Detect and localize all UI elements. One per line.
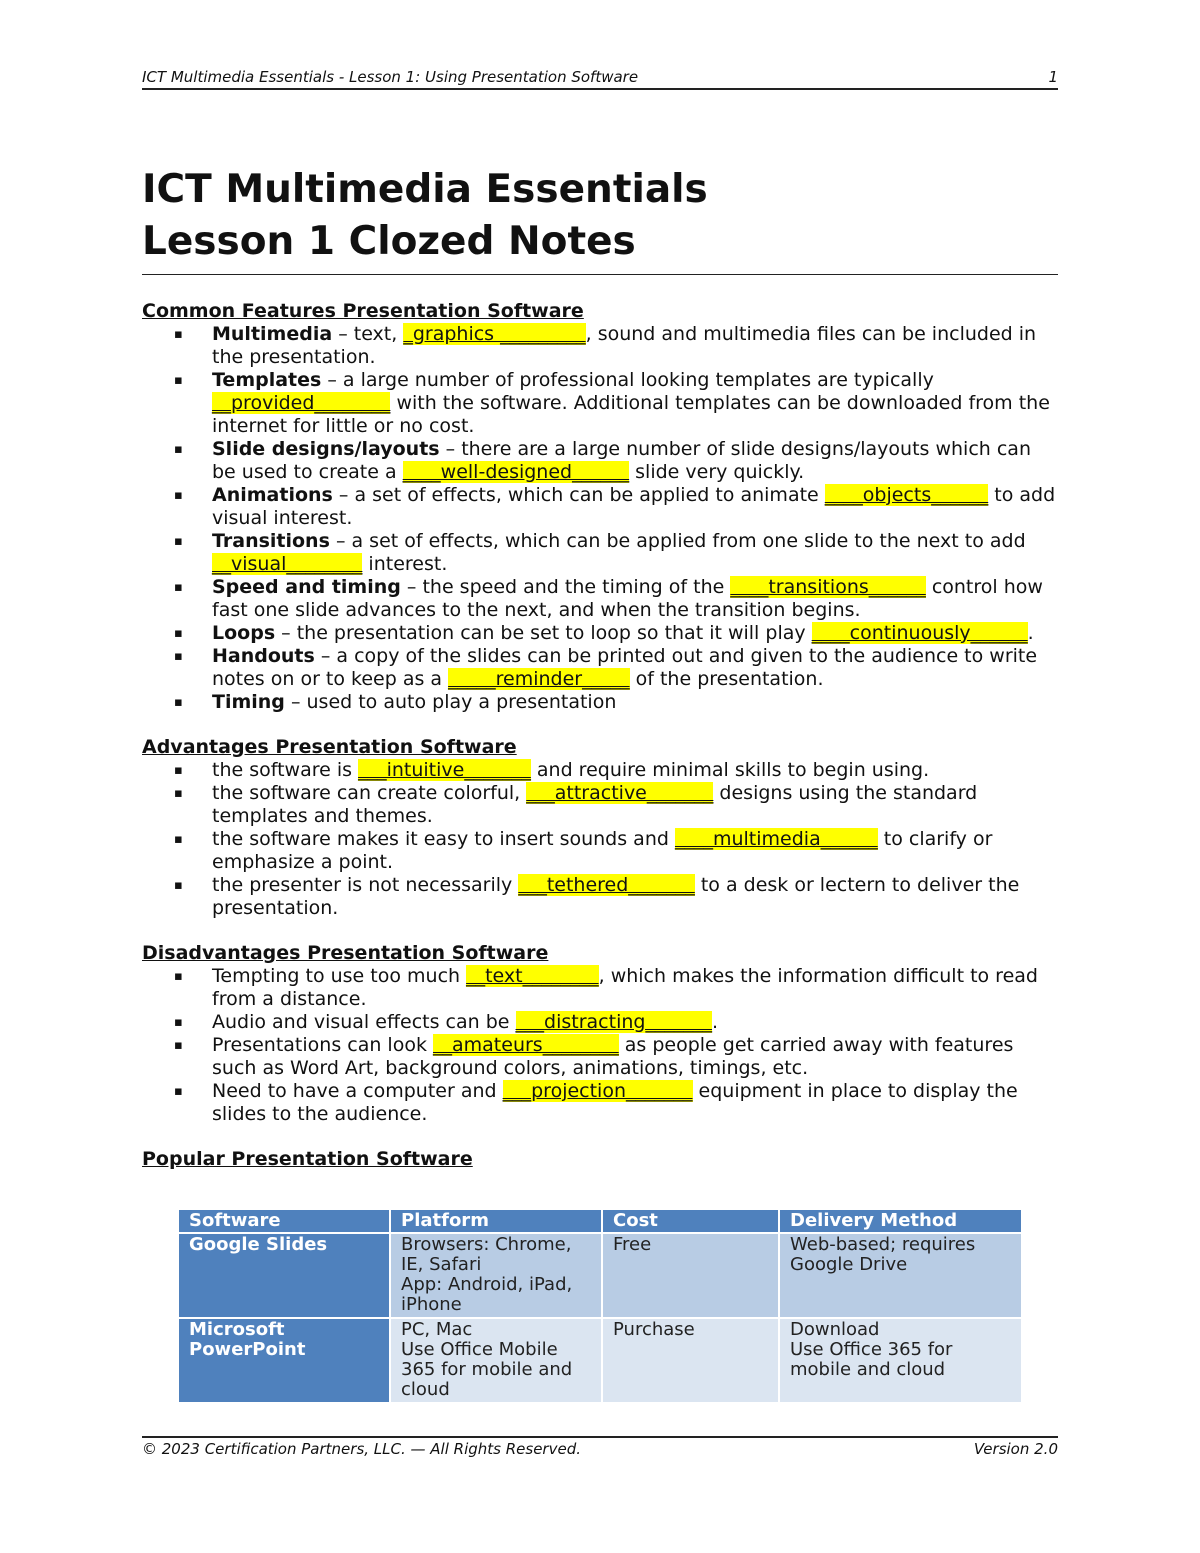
item-text: designs using the standard templates and themes.	[212, 782, 978, 827]
item-text: .	[1027, 622, 1034, 644]
list-item	[142, 828, 1058, 874]
item-text: – there are a large number of slide designs/layouts which can be used to create a	[212, 438, 1031, 483]
platform-line: Use Office Mobile 365 for mobile and cloud	[401, 1339, 573, 1400]
item-text: the software can create colorful,	[212, 782, 527, 804]
cloze-answer: ___projection_______	[502, 1080, 693, 1102]
header-title: ICT Multimedia Essentials - Lesson 1: Using Presentation Software	[142, 68, 639, 86]
cloze-answer: ___attractive_______	[526, 782, 714, 804]
column-header: Cost	[602, 1209, 779, 1233]
title-line-2: Lesson 1 Clozed Notes	[142, 219, 636, 264]
list-item	[142, 965, 1058, 1011]
common-features-list	[142, 323, 1058, 714]
item-text: , which makes the information difficult to read from a distance.	[212, 965, 1038, 1010]
notes-content	[142, 300, 1058, 1171]
item-text: the presenter is not necessarily	[212, 874, 519, 896]
term: Loops	[212, 622, 276, 644]
list-item	[142, 1034, 1058, 1080]
version-label: Version 2.0	[973, 1440, 1058, 1458]
advantages-list	[142, 759, 1058, 920]
cloze-answer: ___distracting_______	[515, 1011, 712, 1033]
item-text: – a set of effects, which can be applied to animate	[332, 484, 825, 506]
copyright-notice: © 2023 Certification Partners, LLC. — All Rights Reserved.	[142, 1440, 581, 1458]
list-item	[142, 369, 1058, 438]
list-item	[142, 691, 1058, 714]
item-text: .	[711, 1011, 718, 1033]
item-text: , sound and multimedia files can be included in the presentation.	[212, 323, 1037, 368]
software-cell: Google Slides	[178, 1233, 390, 1318]
cloze-answer: ____well-designed______	[402, 461, 630, 483]
platform-cell	[390, 1318, 602, 1403]
list-item	[142, 438, 1058, 484]
item-text: – a set of effects, which can be applied from one slide to the next to add	[329, 530, 1026, 552]
cloze-answer: ____continuously______	[811, 622, 1028, 644]
cloze-answer: _graphics _________	[403, 323, 586, 345]
section-heading-disadvantages: Disadvantages Presentation Software	[142, 942, 549, 964]
section-heading-popular: Popular Presentation Software	[142, 1148, 473, 1170]
item-text: the software makes it easy to insert sounds and	[212, 828, 675, 850]
cloze-answer: __visual________	[212, 553, 363, 575]
cloze-answer: __provided________	[212, 392, 391, 414]
page-header	[142, 68, 1058, 90]
cost-cell: Purchase	[602, 1318, 779, 1403]
item-text: of the presentation.	[629, 668, 824, 690]
item-text: – a copy of the slides can be printed out and given to the audience to write notes on or to keep as a	[212, 645, 1038, 690]
platform-line: App: Android, iPad, iPhone	[401, 1274, 573, 1315]
platform-line: Browsers: Chrome, IE, Safari	[401, 1234, 572, 1275]
item-text: the software is	[212, 759, 359, 781]
table-row	[178, 1233, 1022, 1318]
column-header: Platform	[390, 1209, 602, 1233]
item-text: to clarify or emphasize a point.	[212, 828, 993, 873]
disadvantages-list	[142, 965, 1058, 1126]
platform-cell	[390, 1233, 602, 1318]
item-text: Audio and visual effects can be	[212, 1011, 516, 1033]
list-item	[142, 576, 1058, 622]
term: Speed and timing	[212, 576, 401, 598]
table-header-row	[178, 1209, 1022, 1233]
item-text: control how fast one slide advances to the next, and when the transition begins.	[212, 576, 1043, 621]
item-text: and require minimal skills to begin using.	[530, 759, 930, 781]
software-table	[177, 1208, 1023, 1404]
software-cell: Microsoft PowerPoint	[178, 1318, 390, 1403]
cloze-answer: __text________	[466, 965, 599, 987]
cloze-answer: ____objects______	[824, 484, 989, 506]
column-header: Delivery Method	[779, 1209, 1022, 1233]
cloze-answer: ___intuitive_______	[358, 759, 531, 781]
term: Animations	[212, 484, 333, 506]
term: Multimedia	[212, 323, 333, 345]
item-text: – a large number of professional looking templates are typically	[321, 369, 934, 391]
item-text: to a desk or lectern to deliver the presentation.	[212, 874, 1020, 919]
document-title	[142, 164, 1058, 275]
item-text: interest.	[362, 553, 448, 575]
page-footer	[142, 1436, 1058, 1458]
cloze-answer: ____multimedia______	[674, 828, 878, 850]
item-text: Need to have a computer and	[212, 1080, 503, 1102]
page-number: 1	[1048, 68, 1058, 86]
cost-cell: Free	[602, 1233, 779, 1318]
list-item	[142, 874, 1058, 920]
section-heading-advantages: Advantages Presentation Software	[142, 736, 517, 758]
list-item	[142, 622, 1058, 645]
list-item	[142, 1080, 1058, 1126]
term: Handouts	[212, 645, 315, 667]
list-item	[142, 484, 1058, 530]
item-text: with the software. Additional templates can be downloaded from the internet for little or no cost.	[212, 392, 1050, 437]
list-item	[142, 323, 1058, 369]
item-text: Tempting to use too much	[212, 965, 467, 987]
term: Transitions	[212, 530, 330, 552]
cloze-answer: _____reminder_____	[448, 668, 630, 690]
list-item	[142, 782, 1058, 828]
item-text: to add visual interest.	[212, 484, 1056, 529]
delivery-cell	[779, 1233, 1022, 1318]
delivery-line: Download	[790, 1319, 880, 1340]
delivery-cell	[779, 1318, 1022, 1403]
item-text: equipment in place to display the slides to the audience.	[212, 1080, 1018, 1125]
title-line-1: ICT Multimedia Essentials	[142, 167, 708, 212]
term: Templates	[212, 369, 322, 391]
platform-line: PC, Mac	[401, 1319, 473, 1340]
cloze-answer: ____transitions______	[730, 576, 926, 598]
column-header: Software	[178, 1209, 390, 1233]
delivery-line: Web-based; requires Google Drive	[790, 1234, 976, 1275]
item-text: Presentations can look	[212, 1034, 434, 1056]
item-text: – the presentation can be set to loop so that it will play	[275, 622, 812, 644]
item-text: as people get carried away with features such as Word Art, background colors, animations, timings, etc.	[212, 1034, 1014, 1079]
cloze-answer: __amateurs________	[433, 1034, 619, 1056]
item-text: – text,	[332, 323, 404, 345]
section-heading-common: Common Features Presentation Software	[142, 300, 584, 322]
item-text: – the speed and the timing of the	[400, 576, 731, 598]
list-item	[142, 645, 1058, 691]
list-item	[142, 759, 1058, 782]
item-text: slide very quickly.	[629, 461, 805, 483]
list-item	[142, 530, 1058, 576]
cloze-answer: ___tethered_______	[518, 874, 695, 896]
term: Timing	[212, 691, 285, 713]
list-item	[142, 1011, 1058, 1034]
delivery-line: Use Office 365 for mobile and cloud	[790, 1339, 953, 1380]
item-text: – used to auto play a presentation	[284, 691, 617, 713]
table-row	[178, 1318, 1022, 1403]
term: Slide designs/layouts	[212, 438, 440, 460]
